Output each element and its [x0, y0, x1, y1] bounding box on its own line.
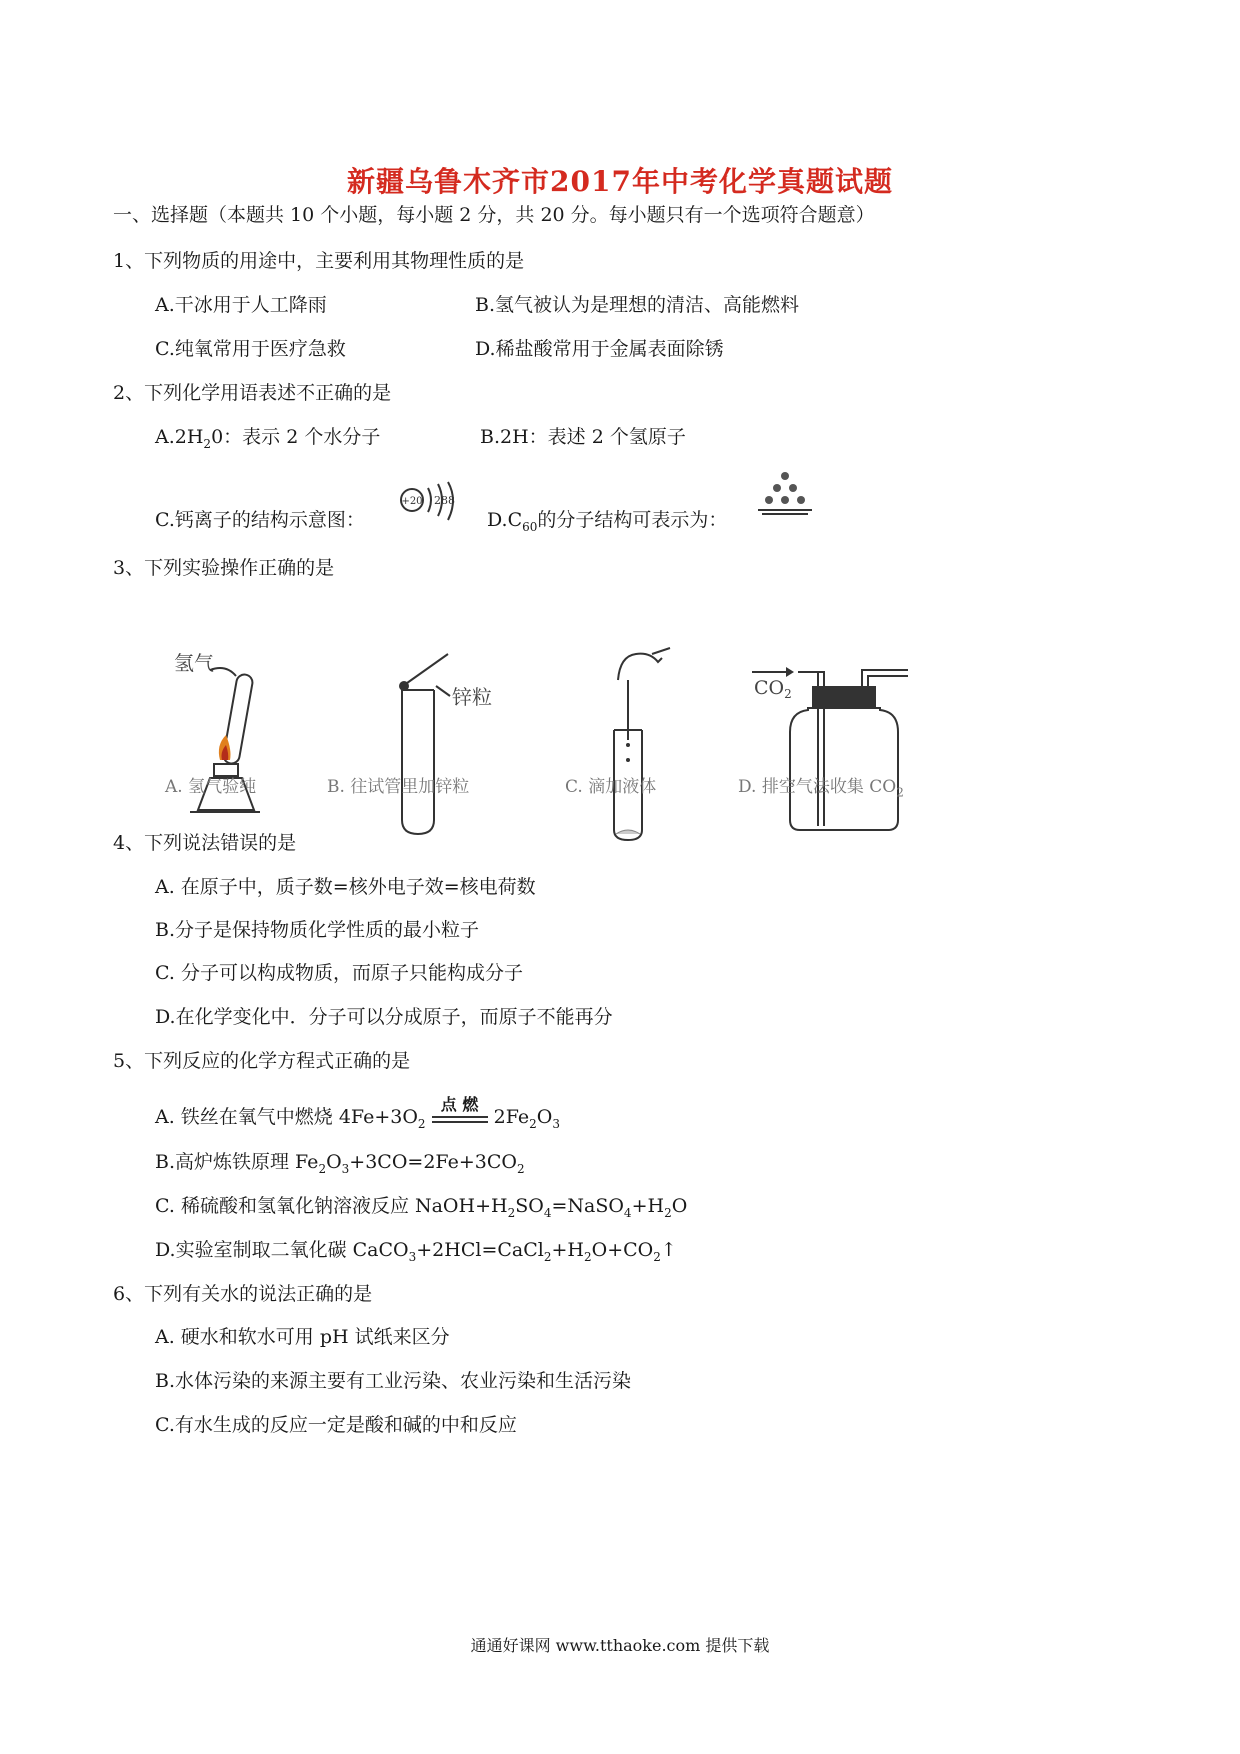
question-4-option-b: B.分子是保持物质化学性质的最小粒子	[155, 919, 480, 941]
question-5-option-c: C. 稀硫酸和氢氧化钠溶液反应 $NaOH+H_2SO_4=NaSO_4+H_2O$	[155, 1195, 688, 1220]
question-2-option-a: $A.2H_20$：表示 2 个水分子	[155, 426, 381, 451]
label-co2: $CO_2$	[754, 677, 792, 701]
question-5-stem: 5、下列反应的化学方程式正确的是	[113, 1050, 411, 1072]
apparatus-a-hydrogen-purity-test	[160, 640, 290, 840]
apparatus-c-dropping-liquid	[590, 640, 710, 840]
calcium-ion-structure-diagram	[398, 478, 462, 526]
question-1-option-d: D.稀盐酸常用于金属表面除锈	[475, 338, 724, 360]
question-2-option-d: $D.C_{60}$的分子结构可表示为：	[487, 509, 728, 534]
section-heading: 一、选择题（本题共 10 个小题，每小题 2 分，共 20 分。每小题只有一个选项符合题意）	[113, 204, 875, 226]
caption-a: A. 氢气验纯	[165, 777, 257, 797]
caption-d: D. 排空气法收集 $CO_2$	[738, 777, 904, 800]
question-4-option-c: C. 分子可以构成物质，而原子只能构成分子	[155, 962, 523, 984]
caption-b: B. 往试管里加锌粒	[327, 777, 470, 797]
ion-nucleus-label: +20	[401, 496, 423, 507]
question-3-stem: 3、下列实验操作正确的是	[113, 557, 335, 579]
label-zinc: 锌粒	[452, 685, 492, 709]
question-5-option-b: B.高炉炼铁原理 $Fe_2O_3+3CO=2Fe+3CO_2$	[155, 1151, 525, 1176]
question-2-option-b: B.2H：表述 2 个氢原子	[480, 426, 686, 448]
reaction-condition: 点 燃	[432, 1116, 488, 1131]
question-6-option-a: A. 硬水和软水可用 pH 试纸来区分	[155, 1326, 450, 1348]
question-2-option-c: C.钙离子的结构示意图：	[155, 509, 365, 531]
question-6-stem: 6、下列有关水的说法正确的是	[113, 1283, 373, 1305]
question-4-option-d: D.在化学变化中．分子可以分成原子，而原子不能再分	[155, 1006, 613, 1028]
c60-structure-diagram	[756, 470, 814, 516]
question-5-option-d: D.实验室制取二氧化碳 $CaCO_3+2HCl=CaCl_2+H_2O+CO_2↑$	[155, 1239, 677, 1264]
caption-c: C. 滴加液体	[565, 777, 657, 797]
label-hydrogen: 氢气	[174, 651, 214, 675]
page-title: 新疆乌鲁木齐市2017年中考化学真题试题	[347, 165, 893, 198]
question-6-option-b: B.水体污染的来源主要有工业污染、农业污染和生活污染	[155, 1370, 632, 1392]
apparatus-b-adding-zinc	[380, 640, 530, 840]
question-4-option-a: A. 在原子中，质子数=核外电子效=核电荷数	[155, 876, 536, 898]
question-5-option-a: A. 铁丝在氧气中燃烧 $4Fe+3O_2$ 点 燃 $2Fe_2O_3$	[155, 1094, 560, 1131]
question-6-option-c: C.有水生成的反应一定是酸和碱的中和反应	[155, 1414, 517, 1436]
question-1-stem: 1、下列物质的用途中，主要利用其物理性质的是	[113, 250, 525, 272]
apparatus-d-gas-collection	[750, 640, 930, 840]
question-2-stem: 2、下列化学用语表述不正确的是	[113, 382, 392, 404]
question-4-stem: 4、下列说法错误的是	[113, 832, 297, 854]
question-1-option-c: C.纯氧常用于医疗急救	[155, 338, 346, 360]
question-1-option-b: B.氢气被认为是理想的清洁、高能燃料	[475, 294, 800, 316]
question-1-option-a: A.干冰用于人工降雨	[155, 294, 327, 316]
ion-shells-label: 288	[434, 494, 455, 507]
page-footer: 通通好课网 www.tthaoke.com 提供下载	[470, 1636, 770, 1655]
